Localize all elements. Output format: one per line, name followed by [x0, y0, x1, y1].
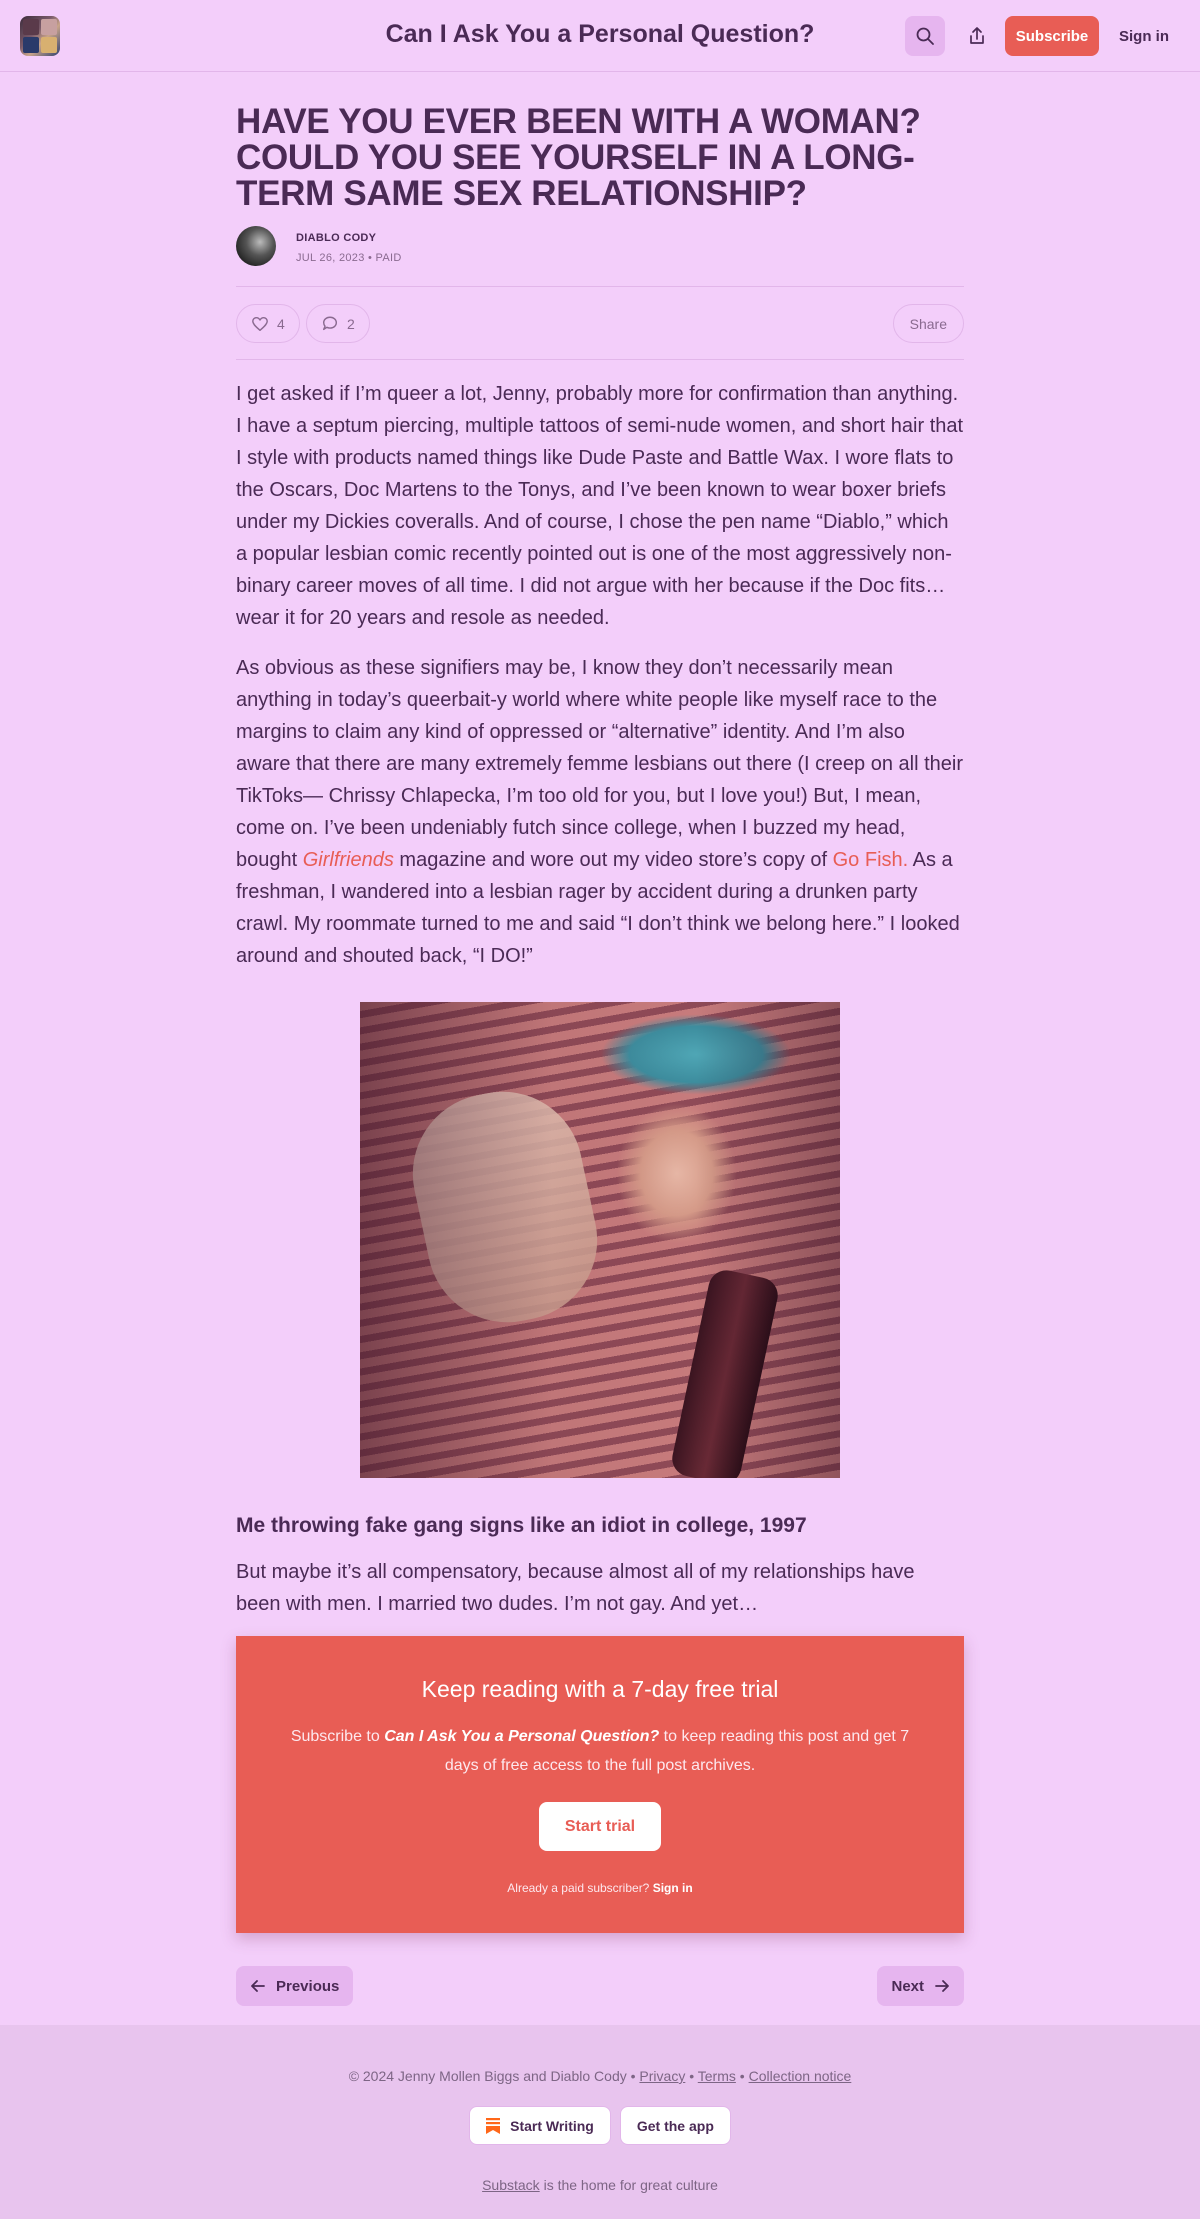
paragraph-text: magazine and wore out my video store’s copy of [393, 849, 833, 871]
publication-title[interactable]: Can I Ask You a Personal Question? [385, 20, 815, 48]
paywall-publication-name: Can I Ask You a Personal Question? [384, 1728, 660, 1745]
paywall-sign-in-link[interactable]: Sign in [652, 1881, 693, 1895]
footer-separator: • [630, 2068, 640, 2084]
start-writing-label: Start Writing [510, 2117, 594, 2134]
footer-tagline [0, 2177, 1200, 2193]
substack-link[interactable]: Substack [482, 2177, 540, 2193]
post-navigation [236, 1966, 964, 2006]
girlfriends-link-text: Girlfriends [302, 849, 394, 871]
meta-separator: • [368, 252, 376, 264]
post-date: JUL 26, 2023 [296, 252, 365, 264]
arrow-left-icon [250, 1978, 266, 1994]
start-writing-button[interactable] [469, 2106, 611, 2145]
collection-notice-link[interactable]: Collection notice [748, 2068, 852, 2084]
like-count: 4 [277, 315, 285, 332]
share-icon [967, 26, 987, 46]
go-fish-link[interactable]: Go Fish. [832, 849, 909, 871]
photo-caption: Me throwing fake gang signs like an idiot in college, 1997 [236, 1514, 807, 1537]
heart-icon [251, 315, 269, 333]
post-actions-bar [236, 286, 964, 360]
photo-shading [360, 1002, 840, 1478]
search-button[interactable] [905, 16, 945, 56]
paywall-description [286, 1722, 914, 1780]
next-label: Next [891, 1977, 924, 1995]
post-body [236, 378, 964, 972]
post-article [236, 72, 964, 2006]
paywall-signin-line [236, 1881, 964, 1895]
post-meta [296, 252, 402, 264]
paragraph-text: As a freshman, I wandered into a lesbian rager by accident during a drunken party crawl. My roommate turned to me and said “I don’t think we belong here.” I looked around and shouted back, “I DO!” [236, 849, 960, 967]
site-footer [0, 2025, 1200, 2219]
subscribe-button[interactable]: Subscribe [1005, 16, 1099, 56]
paragraph: But maybe it’s all compensatory, because almost all of my relationships have been with men. I married two dudes. I’m not gay. And yet… [236, 1561, 915, 1615]
footer-links [0, 2068, 1200, 2084]
post-title: HAVE YOU EVER BEEN WITH A WOMAN? COULD YOU SEE YOURSELF IN A LONG-TERM SAME SEX RELATIONSHIP? [236, 102, 921, 213]
share-post-button[interactable]: Share [893, 304, 964, 343]
paywall-box [236, 1636, 964, 1933]
post-body-continued [236, 1556, 964, 1620]
terms-link[interactable]: Terms [697, 2068, 736, 2084]
substack-logo-icon [486, 2118, 500, 2134]
top-nav-bar [0, 0, 1200, 72]
next-post-button[interactable] [877, 1966, 964, 2006]
paywall-desc-text: Subscribe to [290, 1728, 385, 1745]
post-photo[interactable] [360, 1002, 840, 1478]
paywall-title: Keep reading with a 7-day free trial [421, 1676, 779, 1702]
sign-in-button[interactable]: Sign in [1119, 27, 1169, 45]
previous-label: Previous [276, 1977, 340, 1995]
start-trial-button[interactable]: Start trial [539, 1802, 661, 1851]
author-avatar[interactable] [236, 226, 276, 266]
copyright-text: © 2024 Jenny Mollen Biggs and Diablo Cody [348, 2068, 627, 2084]
paragraph: I get asked if I’m queer a lot, Jenny, probably more for confirmation than anything. I have a septum piercing, multiple tattoos of semi-nude women, and short hair that I style with products named things like Dude Paste and Battle Wax. I wore flats to the Oscars, Doc Martens to the Tonys, and I’ve been known to wear boxer briefs under my Dickies coveralls. And of course, I chose the pen name “Diablo,” which a popular lesbian comic recently pointed out is one of the most aggressively non-binary career moves of all time. I did not argue with her because if the Doc fits… wear it for 20 years and resole as needed. [236, 383, 964, 629]
tagline-text: is the home for great culture [539, 2177, 718, 2193]
privacy-link[interactable]: Privacy [639, 2068, 686, 2084]
footer-buttons [0, 2106, 1200, 2145]
paywall-foot-text: Already a paid subscriber? [507, 1881, 653, 1895]
comment-count: 2 [347, 315, 355, 332]
get-app-button[interactable] [620, 2106, 731, 2145]
comment-icon [321, 315, 339, 333]
previous-post-button[interactable] [236, 1966, 353, 2006]
comment-button[interactable] [306, 304, 370, 343]
share-button[interactable] [957, 16, 997, 56]
paywall-desc-text: to keep reading this post and get 7 days of free access to the full post archives. [444, 1728, 910, 1774]
get-app-label: Get the app [636, 2117, 714, 2134]
footer-separator: • [689, 2068, 698, 2084]
search-icon [915, 26, 935, 46]
paragraph-text: As obvious as these signifiers may be, I know they don’t necessarily mean anything in today’s queerbait-y world where white people like myself race to the margins to claim any kind of oppressed or “alternative” identity. And I’m also aware that there are many extremely femme lesbians out there (I creep on all their TikToks— Chrissy Chlapecka, I’m too old for you, but I love you!) But, I mean, come on. I’ve been undeniably futch since college, when I buzzed my head, bought [236, 657, 964, 871]
girlfriends-link[interactable] [303, 849, 394, 871]
arrow-right-icon [934, 1978, 950, 1994]
post-byline [236, 226, 964, 286]
post-access-badge: PAID [375, 252, 402, 264]
like-button[interactable] [236, 304, 300, 343]
author-name[interactable]: DIABLO CODY [296, 232, 377, 244]
footer-separator: • [739, 2068, 749, 2084]
paragraph [236, 652, 964, 972]
